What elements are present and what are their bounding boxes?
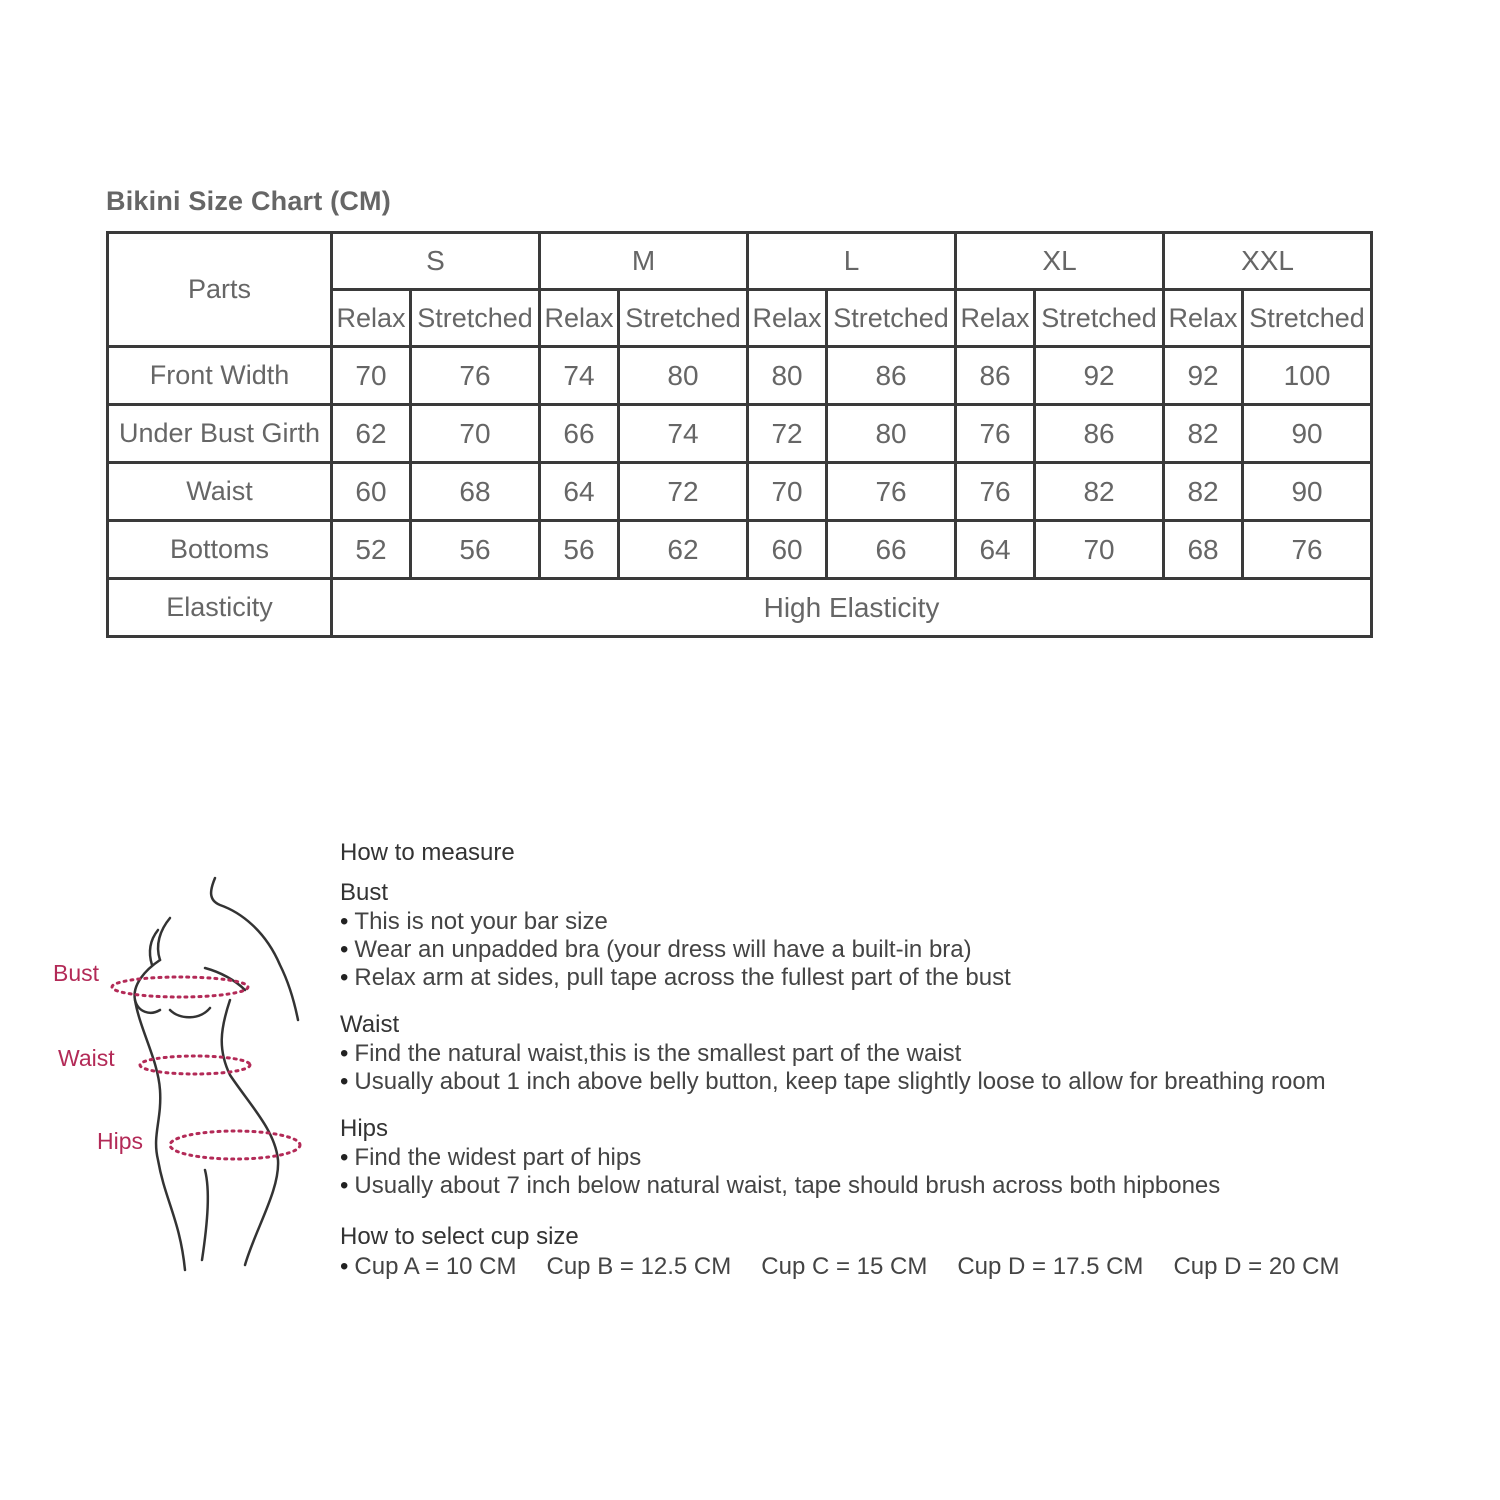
cup-size-heading: How to select cup size bbox=[340, 1223, 579, 1250]
table-cell: 100 bbox=[1243, 347, 1372, 405]
table-row bbox=[108, 405, 1372, 463]
list-item: • Usually about 1 inch above belly button, keep tape slightly loose to allow for breathing room bbox=[340, 1068, 1480, 1096]
table-cell: 52 bbox=[332, 521, 411, 579]
row-label: Waist bbox=[108, 463, 332, 521]
cup-size-item: Cup D = 20 CM bbox=[1173, 1253, 1340, 1280]
table-cell: 76 bbox=[956, 463, 1035, 521]
row-label: Bottoms bbox=[108, 521, 332, 579]
row-label: Front Width bbox=[108, 347, 332, 405]
table-cell: 70 bbox=[1035, 521, 1164, 579]
table-cell: 64 bbox=[956, 521, 1035, 579]
table-row bbox=[108, 463, 1372, 521]
size-header-xxl: XXL bbox=[1164, 233, 1372, 290]
table-cell: 86 bbox=[827, 347, 956, 405]
size-header-row bbox=[108, 233, 1372, 290]
list-item: • Wear an unpadded bra (your dress will have a built-in bra) bbox=[340, 936, 1480, 964]
table-cell: 76 bbox=[1243, 521, 1372, 579]
list-item: • Relax arm at sides, pull tape across the fullest part of the bust bbox=[340, 964, 1480, 992]
table-cell: 82 bbox=[1035, 463, 1164, 521]
table-cell: 62 bbox=[332, 405, 411, 463]
table-cell: 90 bbox=[1243, 405, 1372, 463]
table-cell: 90 bbox=[1243, 463, 1372, 521]
size-header-m: M bbox=[540, 233, 748, 290]
chart-title: Bikini Size Chart (CM) bbox=[106, 186, 391, 216]
table-cell: 60 bbox=[332, 463, 411, 521]
how-to-measure-heading: How to measure bbox=[340, 839, 515, 866]
bust-list bbox=[340, 908, 1480, 992]
table-cell: 66 bbox=[540, 405, 619, 463]
table-cell: 70 bbox=[748, 463, 827, 521]
sub-header-stretched: Stretched bbox=[1035, 290, 1164, 347]
table-cell: 68 bbox=[1164, 521, 1243, 579]
row-label: Under Bust Girth bbox=[108, 405, 332, 463]
sub-header-stretched: Stretched bbox=[411, 290, 540, 347]
body-figure bbox=[40, 860, 320, 1290]
table-cell: 80 bbox=[827, 405, 956, 463]
sub-header-relax: Relax bbox=[748, 290, 827, 347]
hips-title: Hips bbox=[340, 1115, 389, 1142]
table-cell: 66 bbox=[827, 521, 956, 579]
table-cell: 60 bbox=[748, 521, 827, 579]
table-cell: 62 bbox=[619, 521, 748, 579]
list-item: • Find the widest part of hips bbox=[340, 1144, 1480, 1172]
table-cell: 74 bbox=[619, 405, 748, 463]
sub-header-stretched: Stretched bbox=[1243, 290, 1372, 347]
sub-header-relax: Relax bbox=[956, 290, 1035, 347]
size-header-l: L bbox=[748, 233, 956, 290]
table-cell: 86 bbox=[1035, 405, 1164, 463]
cup-size-item: Cup A = 10 CM bbox=[354, 1253, 517, 1280]
cup-size-row bbox=[340, 1252, 1480, 1282]
table-row bbox=[108, 521, 1372, 579]
elasticity-row bbox=[108, 579, 1372, 637]
table-cell: 80 bbox=[619, 347, 748, 405]
waist-section bbox=[340, 1010, 1480, 1096]
table-cell: 80 bbox=[748, 347, 827, 405]
sub-header-relax: Relax bbox=[1164, 290, 1243, 347]
sub-header-stretched: Stretched bbox=[827, 290, 956, 347]
table-cell: 72 bbox=[748, 405, 827, 463]
list-item: • This is not your bar size bbox=[340, 908, 1480, 936]
table-cell: 92 bbox=[1035, 347, 1164, 405]
table-cell: 74 bbox=[540, 347, 619, 405]
hips-list bbox=[340, 1144, 1480, 1200]
table-cell: 56 bbox=[411, 521, 540, 579]
how-to-measure bbox=[340, 838, 1480, 1292]
bust-label: Bust bbox=[53, 960, 100, 986]
size-header-s: S bbox=[332, 233, 540, 290]
cup-size-item: Cup D = 17.5 CM bbox=[957, 1253, 1144, 1280]
table-cell: 76 bbox=[411, 347, 540, 405]
cup-size-section bbox=[340, 1222, 1480, 1282]
table-cell: 76 bbox=[956, 405, 1035, 463]
hips-section bbox=[340, 1114, 1480, 1200]
parts-header: Parts bbox=[108, 233, 332, 347]
table-row bbox=[108, 347, 1372, 405]
table-cell: 56 bbox=[540, 521, 619, 579]
cup-size-item: Cup B = 12.5 CM bbox=[546, 1253, 732, 1280]
waist-list bbox=[340, 1040, 1480, 1096]
elasticity-value: High Elasticity bbox=[332, 579, 1372, 637]
bust-section bbox=[340, 878, 1480, 992]
waist-title: Waist bbox=[340, 1011, 400, 1038]
list-item: • Find the natural waist,this is the smallest part of the waist bbox=[340, 1040, 1480, 1068]
row-label: Elasticity bbox=[108, 579, 332, 637]
size-header-xl: XL bbox=[956, 233, 1164, 290]
table-cell: 70 bbox=[332, 347, 411, 405]
table-cell: 92 bbox=[1164, 347, 1243, 405]
size-table bbox=[106, 231, 1373, 638]
sub-header-stretched: Stretched bbox=[619, 290, 748, 347]
table-cell: 68 bbox=[411, 463, 540, 521]
table-cell: 76 bbox=[827, 463, 956, 521]
sub-header-relax: Relax bbox=[540, 290, 619, 347]
waist-label: Waist bbox=[58, 1045, 115, 1071]
table-cell: 72 bbox=[619, 463, 748, 521]
cup-size-item: Cup C = 15 CM bbox=[761, 1253, 928, 1280]
list-item: • Usually about 7 inch below natural waist, tape should brush across both hipbones bbox=[340, 1172, 1480, 1200]
table-cell: 86 bbox=[956, 347, 1035, 405]
bullet-icon: • bbox=[340, 1253, 349, 1280]
hips-label: Hips bbox=[97, 1128, 144, 1154]
table-cell: 70 bbox=[411, 405, 540, 463]
bust-title: Bust bbox=[340, 879, 389, 906]
table-cell: 64 bbox=[540, 463, 619, 521]
sub-header-relax: Relax bbox=[332, 290, 411, 347]
table-cell: 82 bbox=[1164, 405, 1243, 463]
table-cell: 82 bbox=[1164, 463, 1243, 521]
body-silhouette-icon bbox=[40, 860, 320, 1290]
